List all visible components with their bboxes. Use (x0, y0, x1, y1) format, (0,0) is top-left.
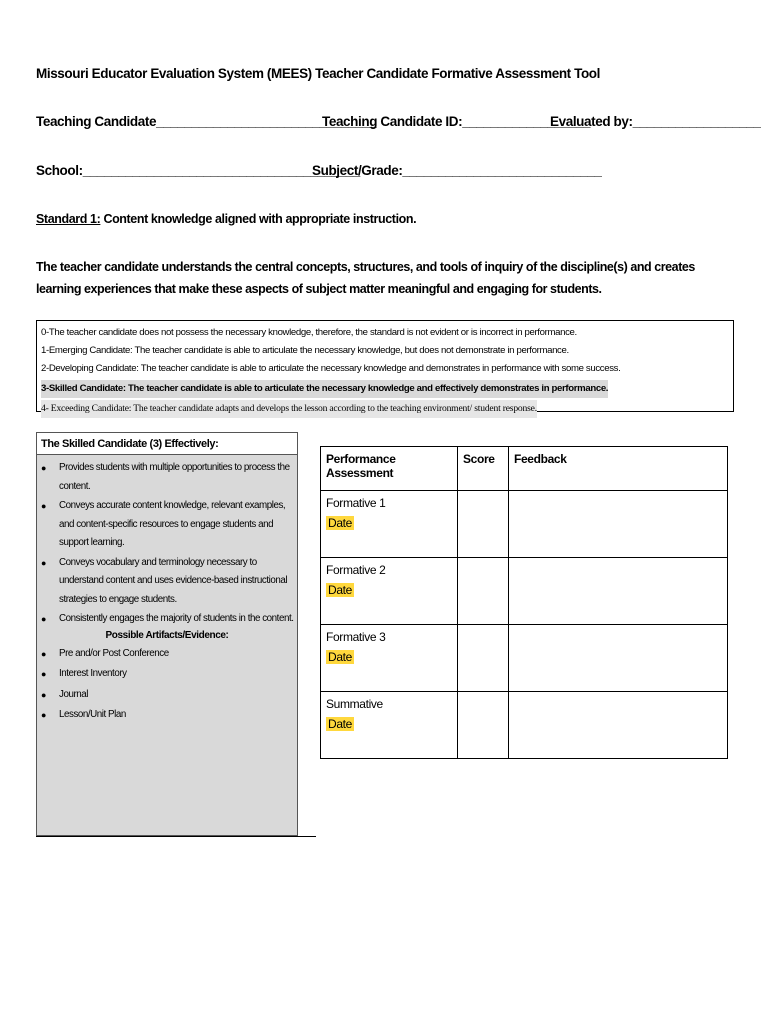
table-row (321, 491, 728, 558)
feedback-cell[interactable] (509, 692, 728, 759)
scale-level-4: 4- Exceeding Candidate: The teacher candidate adapts and develops the lesson according to the teaching environment/ student response. (41, 400, 537, 418)
score-cell[interactable] (458, 558, 509, 625)
assessment-name: Formative 3 (326, 630, 386, 644)
list-item: ● Interest Inventory (37, 665, 297, 684)
subject-grade-field[interactable]: Subject/Grade:____________________________ (312, 163, 602, 178)
list-item: ● Provides students with multiple opportunities to process the content. (37, 459, 297, 496)
list-item: ● Conveys accurate content knowledge, relevant examples, and content-specific resources to engage students and support learning. (37, 497, 297, 553)
feedback-cell[interactable] (509, 558, 728, 625)
list-item: ● Journal (37, 686, 297, 705)
rating-scale-box (36, 320, 734, 412)
standard-text: Content knowledge aligned with appropriate instruction. (100, 212, 417, 226)
table-row (321, 692, 728, 759)
score-cell[interactable] (458, 625, 509, 692)
bullet-icon: ● (41, 669, 46, 679)
skilled-criteria-list (37, 455, 297, 629)
artifacts-heading: Possible Artifacts/Evidence: (105, 629, 229, 641)
list-item: ● Lesson/Unit Plan (37, 706, 297, 725)
bullet-icon: ● (41, 557, 46, 568)
list-item: ● Consistently engages the majority of students in the content. (37, 610, 297, 629)
bullet-icon: ● (41, 614, 46, 624)
table-row (321, 625, 728, 692)
score-cell[interactable] (458, 692, 509, 759)
document-title: Missouri Educator Evaluation System (MEES) Teacher Candidate Formative Assessment Tool (36, 66, 601, 81)
feedback-cell[interactable] (509, 625, 728, 692)
date-field[interactable]: Date (328, 650, 352, 664)
assessment-name: Formative 1 (326, 496, 386, 510)
divider (36, 836, 316, 837)
date-field[interactable]: Date (328, 516, 352, 530)
skilled-candidate-panel (36, 432, 298, 836)
table-row (321, 558, 728, 625)
scale-level-3: 3-Skilled Candidate: The teacher candidate is able to articulate the necessary knowledge and effectively demonstrates in performance. (41, 380, 608, 398)
assessment-cell (321, 692, 458, 759)
score-cell[interactable] (458, 491, 509, 558)
date-field[interactable]: Date (328, 717, 352, 731)
teaching-candidate-field[interactable]: Teaching Candidate_______________________________ (36, 114, 377, 129)
assessment-cell (321, 491, 458, 558)
assessment-cell (321, 625, 458, 692)
scale-level-0: 0-The teacher candidate does not possess the necessary knowledge, therefore, the standard is not evident or is incorrect in performance. (41, 327, 577, 338)
assessment-name: Summative (326, 697, 383, 711)
artifacts-list (37, 645, 297, 725)
bullet-icon: ● (41, 689, 46, 700)
bullet-icon: ● (41, 501, 46, 511)
bullet-icon: ● (41, 710, 46, 720)
skilled-candidate-heading: The Skilled Candidate (3) Effectively: (37, 433, 297, 455)
assessment-name: Formative 2 (326, 563, 386, 577)
assessment-cell (321, 558, 458, 625)
header-feedback: Feedback (509, 447, 728, 491)
standard-heading (36, 212, 416, 226)
list-item: ● Pre and/or Post Conference (37, 645, 297, 664)
school-field[interactable]: School:_______________________________________ (36, 163, 360, 178)
standard-description: The teacher candidate understands the central concepts, structures, and tools of inquiry of the discipline(s) and creates learning experiences that make these aspects of subject matter meaningful and engaging for students. (36, 260, 695, 296)
list-item: ● Conveys vocabulary and terminology necessary to understand content and uses evidence-based instructional strategies to engage students. (37, 554, 297, 610)
feedback-cell[interactable] (509, 491, 728, 558)
scale-level-1: 1-Emerging Candidate: The teacher candidate is able to articulate the necessary knowledge, but does not demonstrate in performance. (41, 345, 569, 356)
standard-label: Standard 1: (36, 212, 101, 226)
bullet-icon: ● (41, 463, 46, 473)
bullet-icon: ● (41, 648, 46, 659)
scale-level-2: 2-Developing Candidate: The teacher candidate is able to articulate the necessary knowledge and demonstrates in performance with some success. (41, 363, 621, 374)
performance-assessment-table (320, 446, 728, 759)
date-field[interactable]: Date (328, 583, 352, 597)
header-score: Score (458, 447, 509, 491)
header-performance-assessment: Performance Assessment (321, 447, 458, 491)
teaching-candidate-id-field[interactable]: Teaching Candidate ID:__________________ (322, 114, 591, 129)
evaluated-by-field[interactable]: Evaluated by:__________________ (550, 114, 761, 129)
